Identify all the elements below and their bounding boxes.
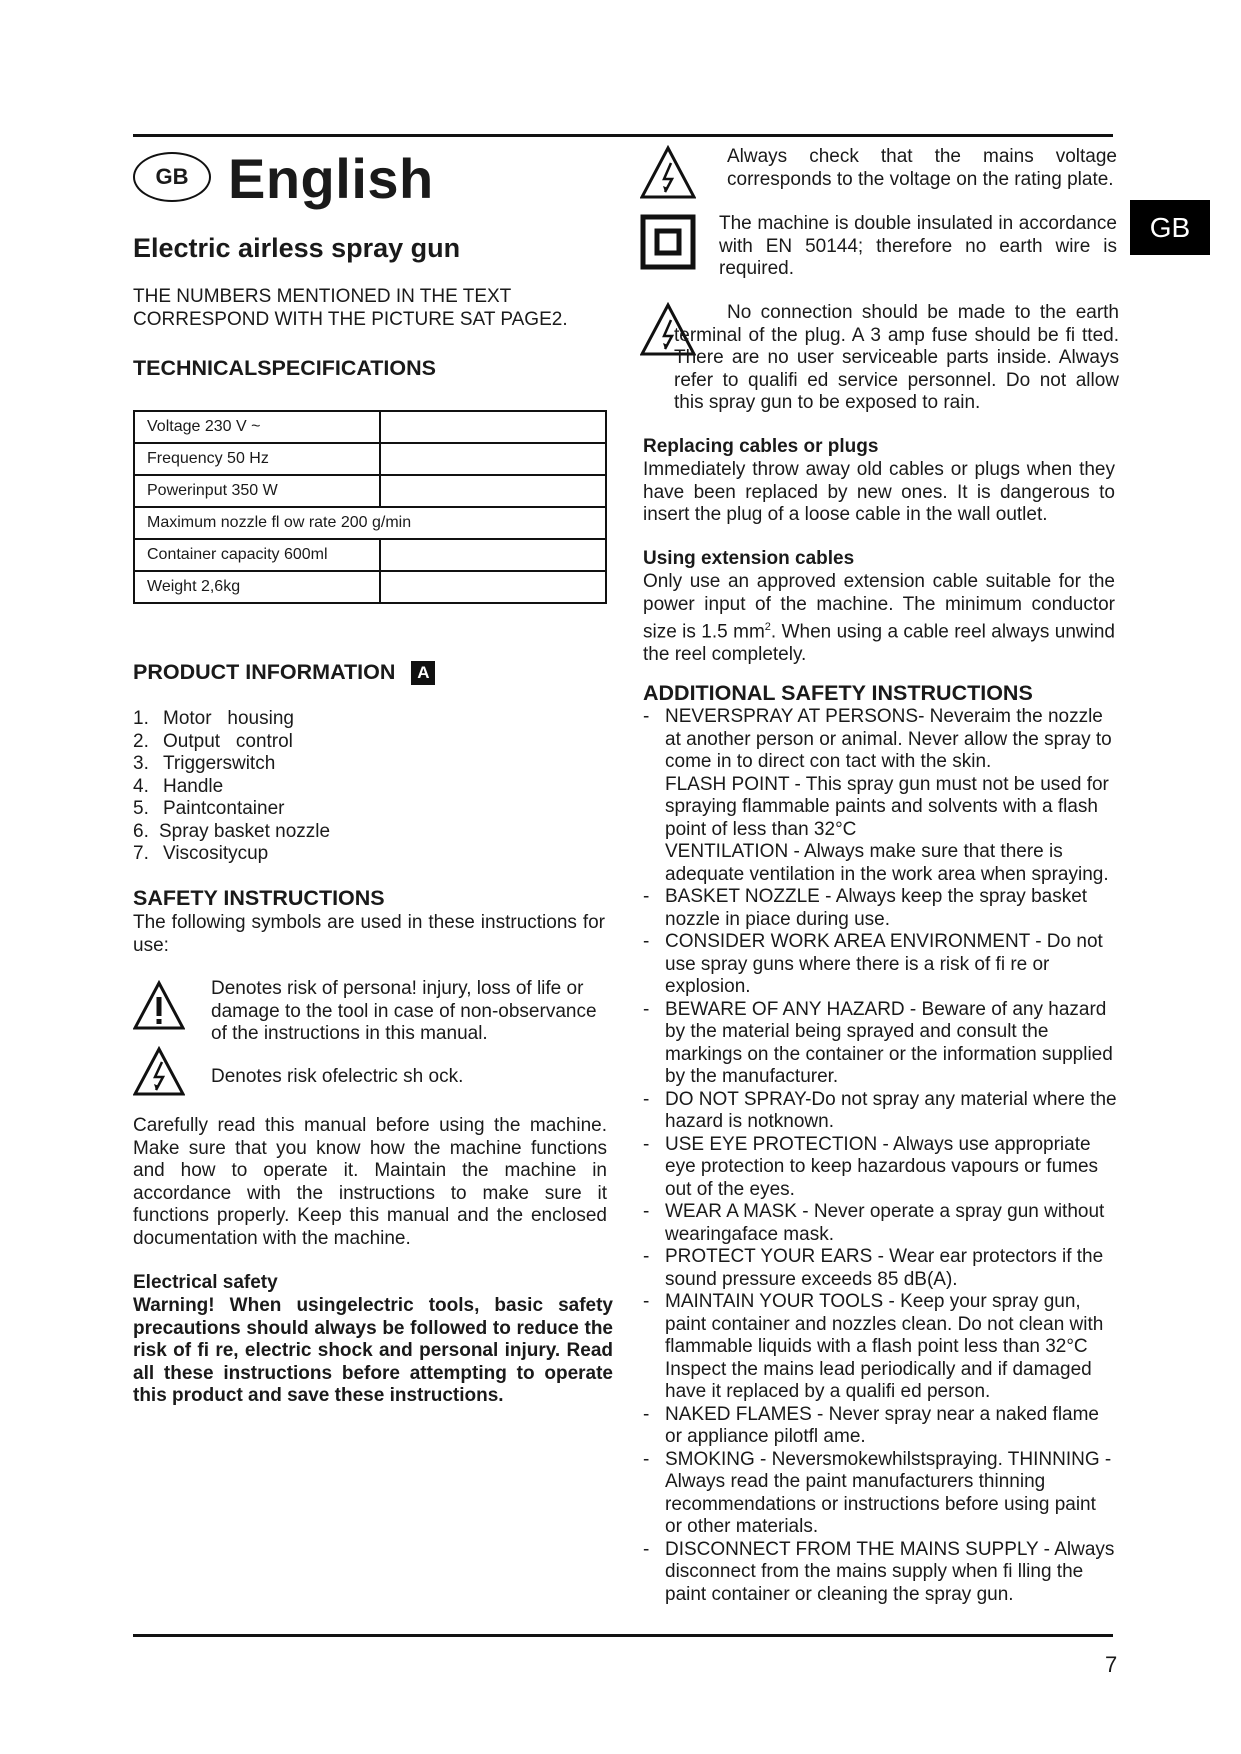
- list-item: - NEVERSPRAY AT PERSONS- Neveraim the nozzle at another person or animal. Never allow the spray to come in to direct con tact with the skin.: [643, 706, 1112, 772]
- language-tab: GB: [1130, 200, 1210, 255]
- list-item: - NAKED FLAMES - Never spray near a naked flame or appliance pilotfl ame.: [643, 1403, 1100, 1447]
- electric-shock-icon: [640, 145, 696, 201]
- figure-a-badge: A: [411, 661, 435, 685]
- list-item: - DISCONNECT FROM THE MAINS SUPPLY - Always disconnect from the mains supply when fi lling the paint container or cleaning the spray gun.: [643, 1538, 1115, 1605]
- list-item: 4. Handle: [133, 775, 224, 797]
- double-insulated-text: The machine is double insulated in accordance with EN 50144; therefore no earth wire is required.: [719, 213, 1117, 279]
- symbol-row: [133, 1044, 608, 1098]
- spec-empty-cell: [380, 571, 606, 603]
- electrical-safety-heading: Electrical safety: [133, 1272, 278, 1293]
- list-item: - BEWARE OF ANY HAZARD - Beware of any hazard by the material being sprayed and consult the markings on the container or the information supplied by the manufacturer.: [643, 998, 1113, 1087]
- table-row: [134, 571, 606, 603]
- spec-empty-cell: [380, 539, 606, 571]
- spec-empty-cell: [380, 475, 606, 507]
- table-row: [134, 411, 606, 443]
- spec-cell: Weight 2,6kg: [134, 571, 380, 603]
- spec-cell: Maximum nozzle fl ow rate 200 g/min: [134, 507, 606, 539]
- top-rule: [133, 134, 1113, 137]
- spec-cell: Frequency 50 Hz: [134, 443, 380, 475]
- table-row: [134, 443, 606, 475]
- safety-heading: SAFETY INSTRUCTIONS: [133, 886, 385, 910]
- double-insulation-icon: [640, 214, 696, 270]
- table-row: [134, 475, 606, 507]
- table-row: [134, 539, 606, 571]
- list-item: - WEAR A MASK - Never operate a spray gun without wearingaface mask.: [643, 1201, 1105, 1245]
- symbol-row: [133, 978, 608, 1046]
- extension-cables-heading: Using extension cables: [643, 548, 855, 569]
- product-subtitle: Electric airless spray gun: [133, 233, 461, 263]
- electrical-warning: Warning! When usingelectric tools, basic safety precautions should always be followed to reduce the risk of fi re, electric shock and personal injury. Read all these instructions before attempting to operate this product and save these instructions.: [133, 1295, 613, 1406]
- symbol-description: Denotes risk ofelectric sh ock.: [211, 1066, 464, 1087]
- list-item: - MAINTAIN YOUR TOOLS - Keep your spray gun, paint container and nozzles clean. Do not clean with flammable liquids with a flash point less than 32°C Inspect the mains lead periodically and if damaged have it replaced by a qualifi ed person.: [643, 1291, 1104, 1402]
- spec-empty-cell: [380, 411, 606, 443]
- product-info-heading: [133, 660, 435, 685]
- spec-cell: Powerinput 350 W: [134, 475, 380, 507]
- list-item: 3. Triggerswitch: [133, 753, 276, 774]
- list-item: 5. Paintcontainer: [133, 798, 285, 819]
- list-item: 2. Output control: [133, 730, 293, 752]
- bottom-rule: [133, 1634, 1113, 1637]
- list-item: 1. Motor housing: [133, 708, 294, 729]
- additional-safety-list: [643, 706, 1118, 1606]
- list-item: FLASH POINT - This spray gun must not be used for spraying flammable paints and solvents with a flash point of less than 32°C: [665, 773, 1109, 840]
- warning-exclamation-icon: [133, 980, 185, 1032]
- voltage-check-text: Always check that the mains voltage corresponds to the voltage on the rating plate.: [727, 146, 1117, 190]
- tech-specs-heading: TECHNICALSPECIFICATIONS: [133, 356, 436, 380]
- list-item: - USE EYE PROTECTION - Always use appropriate eye protection to keep hazardous vapours or fumes out of the eyes.: [643, 1133, 1099, 1200]
- list-item: VENTILATION - Always make sure that there is adequate ventilation in the work area when spraying.: [665, 841, 1109, 885]
- table-row: [134, 507, 606, 539]
- page-title: English: [228, 147, 434, 210]
- list-item: - PROTECT YOUR EARS - Wear ear protectors if the sound pressure exceeds 85 dB(A).: [643, 1246, 1104, 1290]
- replacing-cables-text: Immediately throw away old cables or plugs when they have been replaced by new ones. It is dangerous to insert the plug of a loose cable in the wall outlet.: [643, 459, 1115, 525]
- read-manual-paragraph: Carefully read this manual before using the machine. Make sure that you know how the machine functions and how to operate it. Maintain the machine in accordance with the instructions to make sure it functions properly. Keep this manual and the enclosed documentation with the machine.: [133, 1115, 607, 1249]
- list-item: - BASKET NOZZLE - Always keep the spray basket nozzle in piace during use.: [643, 886, 1088, 930]
- list-item: - DO NOT SPRAY-Do not spray any material where the hazard is notknown.: [643, 1088, 1117, 1132]
- product-info-heading-text: PRODUCT INFORMATION: [133, 660, 396, 684]
- page-number: 7: [1105, 1652, 1118, 1677]
- replacing-cables-heading: Replacing cables or plugs: [643, 436, 879, 457]
- extension-cables-text: Only use an approved extension cable suitable for the power input of the machine. The minimum conductor size is 1.5 $mm^2$. When using a cable reel always unwind the reel completely.: [643, 571, 1115, 665]
- additional-safety-heading: ADDITIONAL SAFETY INSTRUCTIONS: [643, 681, 1033, 705]
- symbol-description: Denotes risk of persona! injury, loss of life or damage to the tool in case of non-observance of the instructions in this manual.: [211, 978, 597, 1044]
- list-item: 7. Viscositycup: [133, 843, 269, 864]
- tech-specs-table: [133, 410, 607, 604]
- safety-intro: The following symbols are used in these instructions for use:: [133, 912, 605, 956]
- no-earth-text: No connection should be made to the earth terminal of the plug. A 3 amp fuse should be fi tted. There are no user serviceable parts inside. Always refer to qualifi ed service personnel. Do not allow this spray gun to be exposed to rain.: [674, 302, 1119, 413]
- spec-cell: Voltage 230 V ~: [134, 411, 380, 443]
- product-parts-list: [133, 708, 330, 866]
- language-badge: GB: [133, 152, 211, 202]
- picture-note: THE NUMBERS MENTIONED IN THE TEXT CORRESPOND WITH THE PICTURE SAT PAGE2.: [133, 286, 568, 330]
- electric-shock-icon: [133, 1046, 185, 1098]
- spec-cell: Container capacity 600ml: [134, 539, 380, 571]
- list-item: - CONSIDER WORK AREA ENVIRONMENT - Do not use spray guns where there is a risk of fi re or explosion.: [643, 931, 1103, 997]
- list-item: 6. Spray basket nozzle: [133, 820, 331, 842]
- spec-empty-cell: [380, 443, 606, 475]
- list-item: - SMOKING - Neversmokewhilstspraying. THINNING - Always read the paint manufacturers thinning recommendations or instructions before using paint or other materials.: [643, 1448, 1112, 1537]
